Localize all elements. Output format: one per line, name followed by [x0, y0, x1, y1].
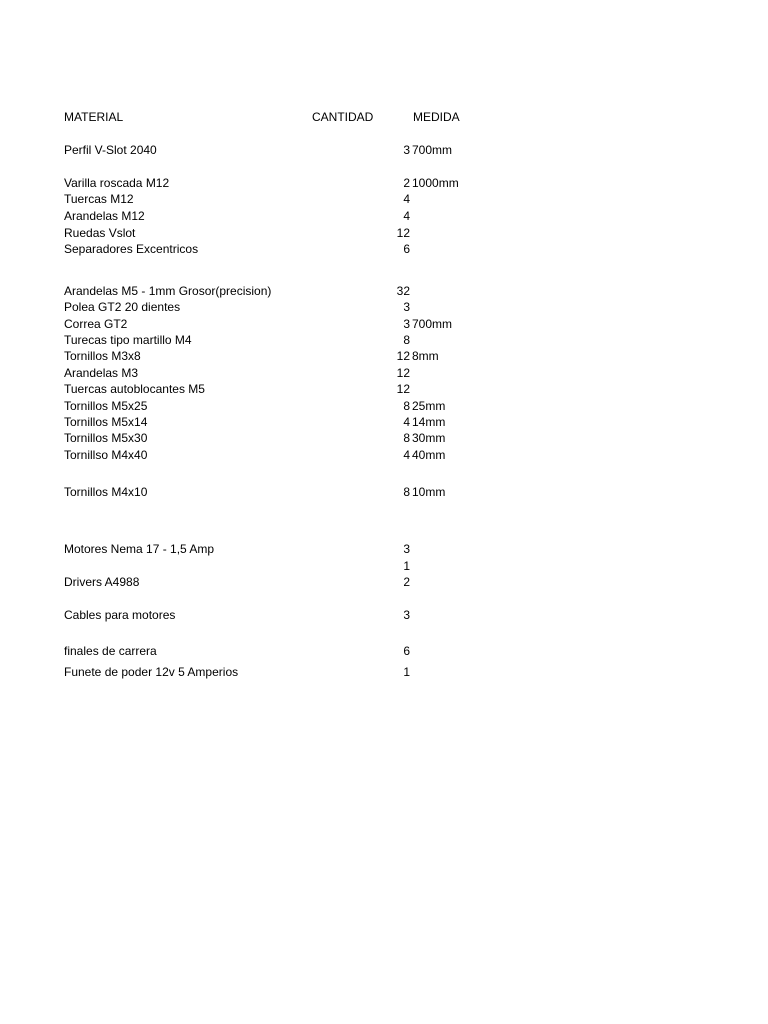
row-cantidad: 12 — [396, 366, 410, 380]
row-material: Funete de poder 12v 5 Amperios — [64, 665, 239, 679]
row-material: Perfil V-Slot 2040 — [64, 143, 157, 157]
row-material: Separadores Excentricos — [64, 242, 199, 256]
row-cantidad: 8 — [403, 333, 410, 347]
row-cantidad: 12 — [396, 226, 410, 240]
row-medida: 700mm — [412, 143, 453, 157]
row-medida: 700mm — [412, 317, 453, 331]
row-material: Cables para motores — [64, 608, 176, 622]
row-material: Arandelas M5 - 1mm Grosor(precision) — [64, 284, 272, 298]
header-material: MATERIAL — [64, 110, 124, 124]
row-medida: 40mm — [412, 448, 446, 462]
row-cantidad: 8 — [403, 485, 410, 499]
row-material: Arandelas M3 — [64, 366, 139, 380]
row-medida: 25mm — [412, 399, 446, 413]
row-material: Correa GT2 — [64, 317, 128, 331]
row-cantidad: 12 — [396, 349, 410, 363]
row-cantidad: 8 — [403, 431, 410, 445]
row-cantidad: 12 — [396, 382, 410, 396]
row-material: Varilla roscada M12 — [64, 176, 170, 190]
row-cantidad: 8 — [403, 399, 410, 413]
row-material: Tuercas M12 — [64, 192, 134, 206]
header-medida: MEDIDA — [413, 110, 460, 124]
row-cantidad: 4 — [403, 209, 410, 223]
row-material: Tornillos M5x14 — [64, 415, 148, 429]
row-material: Tornillos M3x8 — [64, 349, 141, 363]
row-material: Tornillos M4x10 — [64, 485, 148, 499]
row-material: Tuercas autoblocantes M5 — [64, 382, 205, 396]
row-material: Motores Nema 17 - 1,5 Amp — [64, 542, 215, 556]
row-cantidad: 3 — [403, 143, 410, 157]
row-cantidad: 4 — [403, 192, 410, 206]
row-medida: 8mm — [412, 349, 439, 363]
row-cantidad: 2 — [403, 575, 410, 589]
row-cantidad: 1 — [403, 559, 410, 573]
row-cantidad: 3 — [403, 300, 410, 314]
row-material: Drivers A4988 — [64, 575, 140, 589]
row-material: Turecas tipo martillo M4 — [64, 333, 192, 347]
row-material: Arandelas M12 — [64, 209, 145, 223]
row-medida: 10mm — [412, 485, 446, 499]
row-cantidad: 3 — [403, 542, 410, 556]
row-cantidad: 6 — [403, 242, 410, 256]
row-cantidad: 3 — [403, 317, 410, 331]
row-cantidad: 6 — [403, 644, 410, 658]
row-medida: 30mm — [412, 431, 446, 445]
row-cantidad: 1 — [403, 665, 410, 679]
row-cantidad: 3 — [403, 608, 410, 622]
row-cantidad: 4 — [403, 415, 410, 429]
row-material: Polea GT2 20 dientes — [64, 300, 181, 314]
row-cantidad: 4 — [403, 448, 410, 462]
row-medida: 1000mm — [412, 176, 459, 190]
header-cantidad: CANTIDAD — [312, 110, 374, 124]
row-material: Tornillos M5x25 — [64, 399, 148, 413]
row-material: Tornillso M4x40 — [64, 448, 148, 462]
row-cantidad: 2 — [403, 176, 410, 190]
row-material: Tornillos M5x30 — [64, 431, 148, 445]
row-material: Ruedas Vslot — [64, 226, 136, 240]
row-medida: 14mm — [412, 415, 446, 429]
row-material: finales de carrera — [64, 644, 157, 658]
row-cantidad: 32 — [396, 284, 410, 298]
